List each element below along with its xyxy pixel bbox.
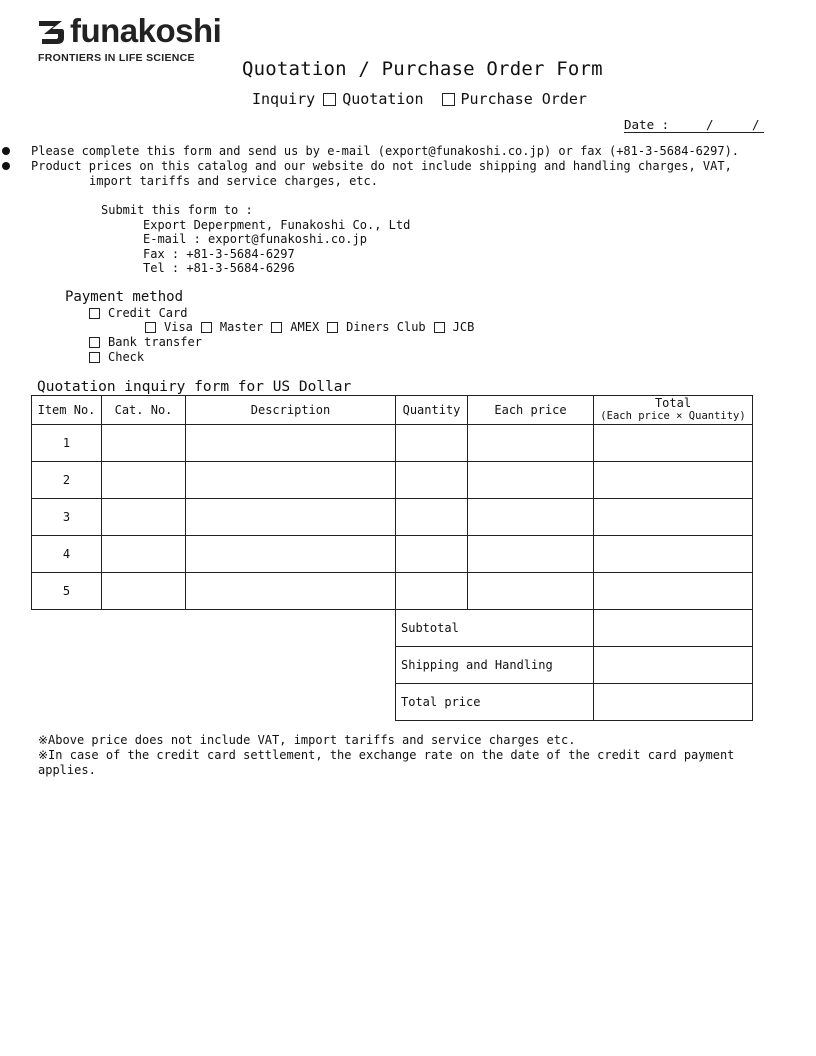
item-number-cell: 4 [32,536,102,573]
item-number-cell: 5 [32,573,102,610]
subtotal-row [32,610,753,647]
total-price-value-cell[interactable] [594,684,753,721]
description-cell[interactable] [186,573,396,610]
visa-label: Visa [164,320,193,334]
amex-label: AMEX [290,320,320,334]
shipping-label: Shipping and Handling [396,647,594,684]
quantity-cell[interactable] [396,425,468,462]
logo-tagline: FRONTIERS IN LIFE SCIENCE [38,52,195,64]
bank-transfer-checkbox[interactable] [89,337,100,348]
amex-checkbox[interactable] [271,322,282,333]
item-number-cell: 2 [32,462,102,499]
table-row [32,462,753,499]
master-label: Master [219,320,264,334]
item-number-cell: 3 [32,499,102,536]
credit-card-option[interactable] [89,306,187,321]
total-price-row [32,684,753,721]
header-quantity: Quantity [396,396,468,425]
date-separator-1: / [706,117,714,132]
submit-tel: Tel : +81-3-5684-6296 [143,261,295,275]
header-total-label: Total [654,396,692,410]
header-each-price: Each price [468,396,594,425]
payment-heading: Payment method [65,289,184,305]
quotation-label: Quotation [342,90,424,108]
check-option[interactable] [89,350,144,365]
subtotal-value-cell[interactable] [594,610,753,647]
empty-cell [32,684,396,721]
form-type-row [252,90,587,108]
visa-checkbox[interactable] [145,322,156,333]
instruction-line: import tariffs and service charges, etc. [89,174,378,188]
total-cell[interactable] [594,462,753,499]
submit-heading: Submit this form to : [101,203,253,217]
header-total [594,396,753,425]
check-checkbox[interactable] [89,352,100,363]
jcb-label: JCB [452,320,475,334]
date-field[interactable] [624,117,764,133]
empty-cell [32,647,396,684]
table-row [32,573,753,610]
each-price-cell[interactable] [468,499,594,536]
order-table [31,395,753,721]
submit-fax: Fax : +81-3-5684-6297 [143,247,295,261]
page-title: Quotation / Purchase Order Form [242,58,603,80]
description-cell[interactable] [186,462,396,499]
bullet-icon [2,147,10,155]
bullet-icon [2,162,10,170]
item-number-cell: 1 [32,425,102,462]
quantity-cell[interactable] [396,462,468,499]
description-cell[interactable] [186,425,396,462]
subtotal-label: Subtotal [396,610,594,647]
note-line: ※Above price does not include VAT, import tariffs and service charges etc. [38,733,576,747]
credit-card-label: Credit Card [108,306,188,320]
funakoshi-logo-icon [38,18,66,46]
each-price-cell[interactable] [468,462,594,499]
table-header-row [32,396,753,425]
date-separator-2: / [752,117,760,132]
instruction-line: Please complete this form and send us by e-mail (export@funakoshi.co.jp) or fax (+81-3-5684-6297). [31,144,740,158]
each-price-cell[interactable] [468,573,594,610]
note-line: ※In case of the credit card settlement, the exchange rate on the date of the credit card payment [38,748,735,762]
description-cell[interactable] [186,536,396,573]
total-price-label: Total price [396,684,594,721]
total-cell[interactable] [594,536,753,573]
quotation-checkbox[interactable] [323,93,336,106]
master-checkbox[interactable] [201,322,212,333]
cat-no-cell[interactable] [102,536,186,573]
table-row [32,425,753,462]
quantity-cell[interactable] [396,573,468,610]
total-cell[interactable] [594,425,753,462]
table-row [32,499,753,536]
check-label: Check [108,350,145,364]
each-price-cell[interactable] [468,425,594,462]
purchase-order-checkbox[interactable] [442,93,455,106]
date-label: Date : [624,117,670,132]
bank-transfer-option[interactable] [89,335,202,350]
submit-email: E-mail : export@funakoshi.co.jp [143,232,367,246]
header-cat-no: Cat. No. [102,396,186,425]
logo-wordmark: funakoshi [70,12,222,49]
cat-no-cell[interactable] [102,573,186,610]
each-price-cell[interactable] [468,536,594,573]
inquiry-label: Inquiry [252,90,316,108]
header-description: Description [186,396,396,425]
quantity-cell[interactable] [396,499,468,536]
card-type-row [145,320,482,335]
table-caption: Quotation inquiry form for US Dollar [37,379,352,395]
company-logo [38,12,230,66]
diners-club-checkbox[interactable] [327,322,338,333]
empty-cell [32,610,396,647]
shipping-row [32,647,753,684]
instruction-line: Product prices on this catalog and our website do not include shipping and handling charges, VAT, [31,159,732,173]
header-total-sub: (Each price × Quantity) [600,410,746,422]
cat-no-cell[interactable] [102,462,186,499]
purchase-order-label: Purchase Order [460,90,587,108]
total-cell[interactable] [594,573,753,610]
description-cell[interactable] [186,499,396,536]
cat-no-cell[interactable] [102,425,186,462]
quantity-cell[interactable] [396,536,468,573]
credit-card-checkbox[interactable] [89,308,100,319]
note-line: applies. [38,763,96,777]
table-row [32,536,753,573]
bank-transfer-label: Bank transfer [108,335,202,349]
diners-club-label: Diners Club [346,320,426,334]
submit-department: Export Deperpment, Funakoshi Co., Ltd [143,218,411,232]
jcb-checkbox[interactable] [434,322,445,333]
header-item-no: Item No. [32,396,102,425]
cat-no-cell[interactable] [102,499,186,536]
total-cell[interactable] [594,499,753,536]
shipping-value-cell[interactable] [594,647,753,684]
